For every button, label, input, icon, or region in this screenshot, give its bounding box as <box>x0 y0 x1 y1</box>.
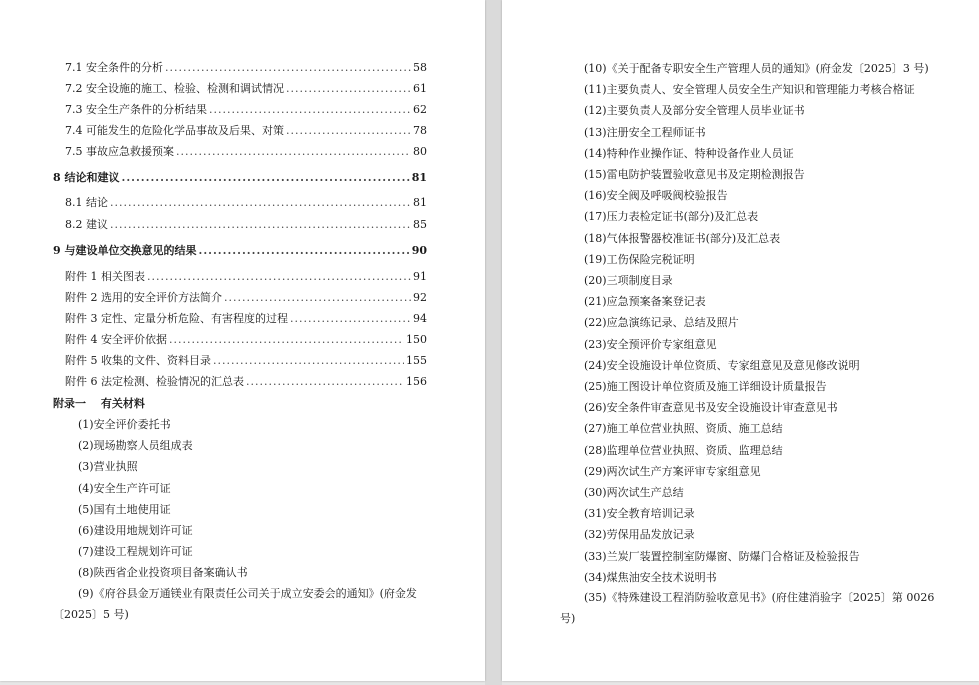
attachment-item: (16)安全阀及呼吸阀校验报告 <box>584 189 728 203</box>
toc-entry-page: 61 <box>413 82 427 95</box>
toc-entry-page: 150 <box>406 333 427 346</box>
toc-leader-dots <box>176 145 411 159</box>
toc-entry-title: 8 结论和建议 <box>53 171 120 184</box>
toc-leader-dots <box>169 333 404 347</box>
material-item: (5)国有土地使用证 <box>78 502 171 516</box>
toc-leader-dots <box>290 312 411 326</box>
toc-entry-page: 85 <box>413 218 427 231</box>
material-item: (6)建设用地规划许可证 <box>78 524 193 537</box>
toc-entry[interactable] <box>65 354 427 368</box>
attachment-item: (30)两次试生产总结 <box>584 486 684 499</box>
toc-entry-title: 8.1 结论 <box>65 196 108 209</box>
toc-leader-dots <box>147 270 411 284</box>
attachment-item: (10)《关于配备专职安全生产管理人员的通知》(府金发〔2025〕3 号) <box>584 62 929 75</box>
toc-entry-title: 7.3 安全生产条件的分析结果 <box>65 103 207 116</box>
toc-entry-title: 附件 6 法定检测、检验情况的汇总表 <box>65 375 244 388</box>
toc-entry[interactable] <box>65 218 427 232</box>
attachment-item: (28)监理单位营业执照、资质、监理总结 <box>584 443 783 457</box>
toc-entry-page: 78 <box>413 124 427 137</box>
toc-entry-page: 91 <box>413 270 427 283</box>
toc-leader-dots <box>286 82 411 96</box>
attachment-item: (34)煤焦油安全技术说明书 <box>584 570 717 584</box>
toc-entry-page: 94 <box>413 312 427 325</box>
material-9-line1: (9)《府谷县金万通镁业有限责任公司关于成立安委会的通知》(府金发 <box>78 587 417 600</box>
attachment-item: (27)施工单位营业执照、资质、施工总结 <box>584 422 783 436</box>
toc-entry-title: 7.1 安全条件的分析 <box>65 61 163 74</box>
attachment-item: (17)压力表检定证书(部分)及汇总表 <box>584 210 759 224</box>
toc-leader-dots <box>246 375 404 389</box>
attachment-item: (14)特种作业操作证、特种设备作业人员证 <box>584 146 794 160</box>
toc-leader-dots <box>209 103 411 117</box>
toc-leader-dots <box>286 124 411 138</box>
attachment-item: (20)三项制度目录 <box>584 274 673 287</box>
toc-entry-page: 81 <box>413 196 427 209</box>
toc-entry-page: 156 <box>406 375 427 388</box>
toc-entry[interactable] <box>65 145 427 159</box>
document-page-right <box>502 0 979 681</box>
attachment-item: (26)安全条件审查意见书及安全设施设计审查意见书 <box>584 401 838 415</box>
toc-entry[interactable] <box>65 312 427 326</box>
toc-entry[interactable] <box>65 333 427 347</box>
toc-entry-page: 155 <box>406 354 427 367</box>
attachment-item: (33)兰炭厂装置控制室防爆窗、防爆门合格证及检验报告 <box>584 549 860 563</box>
item-35-line2: 号) <box>560 612 576 625</box>
attachment-item: (18)气体报警器校准证书(部分)及汇总表 <box>584 231 781 245</box>
toc-entry[interactable] <box>53 171 427 185</box>
toc-entry[interactable] <box>65 61 427 75</box>
material-9-line2: 〔2025〕5 号) <box>53 608 129 621</box>
toc-entry-title: 附件 5 收集的文件、资料目录 <box>65 354 211 367</box>
attachment-item: (13)注册安全工程师证书 <box>584 125 706 139</box>
attachment-item: (12)主要负责人及部分安全管理人员毕业证书 <box>584 104 805 118</box>
toc-entry-page: 80 <box>413 145 427 158</box>
toc-entry-page: 62 <box>413 103 427 116</box>
toc-leader-dots <box>224 291 411 305</box>
material-item: (7)建设工程规划许可证 <box>78 545 193 559</box>
toc-entry-title: 附件 2 选用的安全评价方法简介 <box>65 291 222 304</box>
attachment-item: (21)应急预案备案登记表 <box>584 295 706 309</box>
attachment-item: (19)工伤保险完税证明 <box>584 252 695 266</box>
material-item: (4)安全生产许可证 <box>78 481 171 495</box>
material-item: (1)安全评价委托书 <box>78 418 171 431</box>
toc-entry-page: 81 <box>411 171 427 184</box>
toc-leader-dots <box>121 171 409 185</box>
toc-entry[interactable] <box>53 244 427 258</box>
material-item: (2)现场勘察人员组成表 <box>78 439 193 453</box>
appendix-heading: 附录一 有关材料 <box>53 397 145 410</box>
toc-entry-title: 附件 3 定性、定量分析危险、有害程度的过程 <box>65 312 288 325</box>
attachment-item: (23)安全预评价专家组意见 <box>584 337 717 351</box>
toc-entry[interactable] <box>65 103 427 117</box>
toc-entry-page: 58 <box>413 61 427 74</box>
toc-entry[interactable] <box>65 291 427 305</box>
attachment-item: (29)两次试生产方案评审专家组意见 <box>584 464 761 478</box>
material-item: (8)陕西省企业投资项目备案确认书 <box>78 566 248 580</box>
material-item: (3)营业执照 <box>78 460 138 474</box>
attachment-item: (31)安全教育培训记录 <box>584 507 695 521</box>
toc-entry[interactable] <box>65 124 427 138</box>
toc-leader-dots <box>213 354 404 368</box>
toc-entry[interactable] <box>65 196 427 210</box>
toc-leader-dots <box>110 218 411 232</box>
toc-entry-title: 附件 1 相关图表 <box>65 270 145 283</box>
toc-entry[interactable] <box>65 82 427 96</box>
attachment-item: (32)劳保用品发放记录 <box>584 528 695 542</box>
toc-entry-title: 8.2 建议 <box>65 218 108 231</box>
attachment-item: (15)雷电防护装置验收意见书及定期检测报告 <box>584 168 805 181</box>
toc-entry[interactable] <box>65 375 427 389</box>
toc-leader-dots <box>110 196 411 210</box>
attachment-item: (11)主要负责人、安全管理人员安全生产知识和管理能力考核合格证 <box>584 83 915 97</box>
attachment-item: (24)安全设施设计单位资质、专家组意见及意见修改说明 <box>584 358 860 372</box>
attachment-item: (25)施工图设计单位资质及施工详细设计质量报告 <box>584 380 827 393</box>
toc-entry[interactable] <box>65 270 427 284</box>
toc-entry-title: 7.5 事故应急救援预案 <box>65 145 174 158</box>
document-page-left <box>0 0 485 681</box>
toc-leader-dots <box>198 244 409 258</box>
toc-entry-page: 90 <box>411 244 427 257</box>
attachment-item: (22)应急演练记录、总结及照片 <box>584 316 739 330</box>
page-gap <box>485 0 502 685</box>
toc-entry-title: 7.2 安全设施的施工、检验、检测和调试情况 <box>65 82 284 95</box>
toc-entry-title: 附件 4 安全评价依据 <box>65 333 167 346</box>
toc-entry-page: 92 <box>413 291 427 304</box>
item-35-line1: (35)《特殊建设工程消防验收意见书》(府住建消验字〔2025〕第 0026 <box>584 591 935 604</box>
toc-entry-title: 9 与建设单位交换意见的结果 <box>53 244 197 257</box>
toc-entry-title: 7.4 可能发生的危险化学品事故及后果、对策 <box>65 124 284 137</box>
toc-leader-dots <box>165 61 411 75</box>
